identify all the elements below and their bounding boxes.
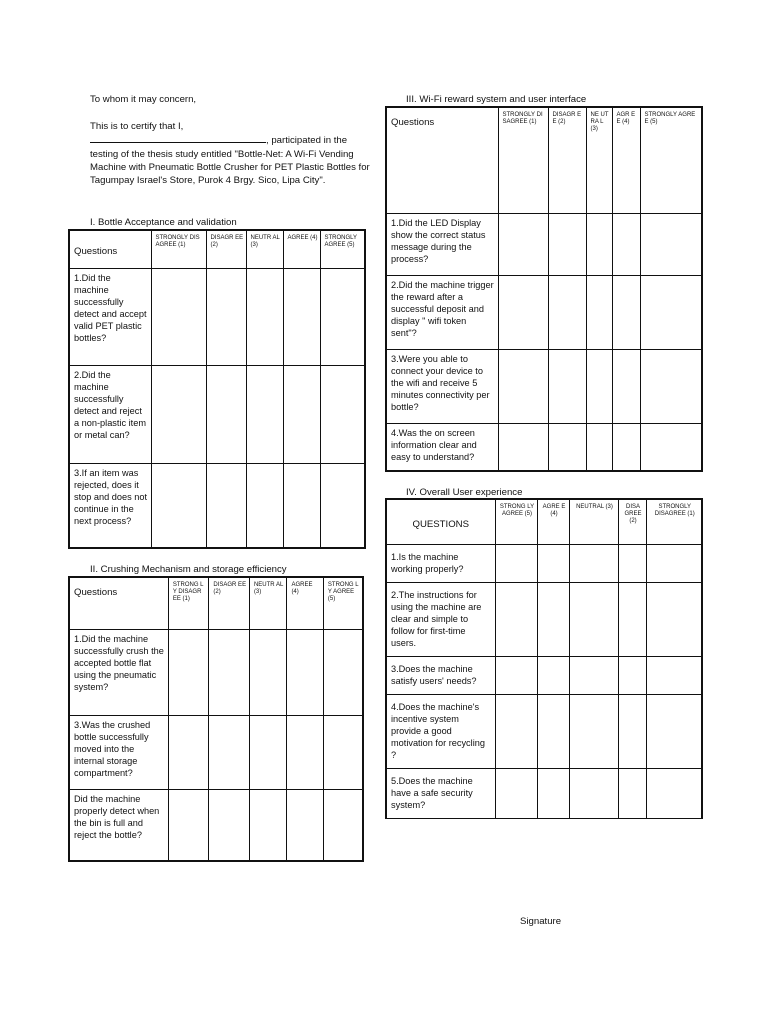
rating-cell[interactable] xyxy=(646,582,702,656)
col-header-5: STRONGLY DISAGREE (1) xyxy=(646,499,702,544)
question-text: 3.Does the machine satisfy users' needs? xyxy=(386,656,495,694)
rating-cell[interactable] xyxy=(537,544,569,582)
question-text: 5.Does the machine have a safe security system? xyxy=(386,768,495,818)
table-header-row xyxy=(69,577,363,629)
rating-cell[interactable] xyxy=(646,656,702,694)
col-header-2: DISAGR EE (2) xyxy=(206,230,246,268)
thesis-statement: testing of the thesis study entitled "Bottle-Net: A Wi-Fi Vending Machine with Pneumatic Bottle Crusher for PET Plastic Bottles for Tagumpay Israel's Store, Purok 4 Brgy. Sico, Lipa City". xyxy=(90,148,370,187)
rating-cell[interactable] xyxy=(646,544,702,582)
table-row xyxy=(386,349,702,423)
section-1-title: I. Bottle Acceptance and validation xyxy=(90,217,237,228)
section-2-title: II. Crushing Mechanism and storage efficiency xyxy=(90,564,287,575)
table-header-row xyxy=(386,499,702,544)
rating-cell[interactable] xyxy=(640,423,702,471)
certification-letter xyxy=(90,93,375,187)
col-header-5: STRONG LY AGREE (5) xyxy=(323,577,363,629)
rating-cell[interactable] xyxy=(569,768,618,818)
col-header-1: STRONGLY DISAGREE (1) xyxy=(498,107,548,213)
rating-cell[interactable] xyxy=(320,365,365,463)
question-text: 3.If an item was rejected, does it stop and does not continue in the next process? xyxy=(69,463,151,548)
table-row xyxy=(69,365,365,463)
rating-cell[interactable] xyxy=(569,694,618,768)
rating-cell[interactable] xyxy=(495,544,537,582)
section-2-table xyxy=(68,576,364,862)
rating-cell[interactable] xyxy=(209,789,250,861)
rating-cell[interactable] xyxy=(206,463,246,548)
col-header-1: STRONG LY DISAGR EE (1) xyxy=(168,577,209,629)
rating-cell[interactable] xyxy=(249,629,287,715)
col-header-5: STRONGLY AGREE (5) xyxy=(640,107,702,213)
rating-cell[interactable] xyxy=(586,349,612,423)
table-header-row xyxy=(386,107,702,213)
col-header-2: DISAGR EE (2) xyxy=(548,107,586,213)
rating-cell[interactable] xyxy=(209,629,250,715)
name-blank[interactable] xyxy=(90,133,266,143)
table-row xyxy=(386,213,702,275)
questions-header: Questions xyxy=(386,107,498,213)
rating-cell[interactable] xyxy=(168,629,209,715)
rating-cell[interactable] xyxy=(323,629,363,715)
table-row xyxy=(69,789,363,861)
col-header-3: NEUTR AL (3) xyxy=(249,577,287,629)
rating-cell[interactable] xyxy=(612,423,640,471)
rating-cell[interactable] xyxy=(283,463,320,548)
rating-cell[interactable] xyxy=(168,715,209,789)
question-text: 2.Did the machine trigger the reward after a successful deposit and display " wifi token sent"? xyxy=(386,275,498,349)
rating-cell[interactable] xyxy=(151,268,206,365)
col-header-1: STRONG LY AGREE (5) xyxy=(495,499,537,544)
rating-cell[interactable] xyxy=(537,656,569,694)
rating-cell[interactable] xyxy=(168,789,209,861)
rating-cell[interactable] xyxy=(320,463,365,548)
rating-cell[interactable] xyxy=(612,213,640,275)
col-header-2: AGRE E (4) xyxy=(537,499,569,544)
rating-cell[interactable] xyxy=(209,715,250,789)
rating-cell[interactable] xyxy=(246,365,283,463)
rating-cell[interactable] xyxy=(646,694,702,768)
rating-cell[interactable] xyxy=(151,463,206,548)
rating-cell[interactable] xyxy=(320,268,365,365)
section-4-table xyxy=(385,498,703,819)
section-4-title: IV. Overall User experience xyxy=(406,487,523,498)
rating-cell[interactable] xyxy=(640,349,702,423)
rating-cell[interactable] xyxy=(646,768,702,818)
col-header-3: NE UT RA L (3) xyxy=(586,107,612,213)
rating-cell[interactable] xyxy=(618,582,646,656)
rating-cell[interactable] xyxy=(287,629,323,715)
questions-header: QUESTIONS xyxy=(386,499,495,544)
rating-cell[interactable] xyxy=(618,694,646,768)
table-header-row xyxy=(69,230,365,268)
rating-cell[interactable] xyxy=(618,768,646,818)
col-header-5: STRONGLY AGREE (5) xyxy=(320,230,365,268)
question-text: 2.The instructions for using the machine are clear and simple to follow for first-time users. xyxy=(386,582,495,656)
rating-cell[interactable] xyxy=(548,213,586,275)
rating-cell[interactable] xyxy=(206,365,246,463)
question-text: 3.Was the crushed bottle successfully moved into the internal storage compartment? xyxy=(69,715,168,789)
rating-cell[interactable] xyxy=(249,789,287,861)
rating-cell[interactable] xyxy=(640,275,702,349)
rating-cell[interactable] xyxy=(618,544,646,582)
table-row xyxy=(69,268,365,365)
signature-label: Signature xyxy=(520,916,562,927)
table-row xyxy=(386,582,702,656)
questions-header: Questions xyxy=(69,230,151,268)
rating-cell[interactable] xyxy=(548,275,586,349)
rating-cell[interactable] xyxy=(569,582,618,656)
rating-cell[interactable] xyxy=(569,544,618,582)
rating-cell[interactable] xyxy=(586,275,612,349)
question-text: 1.Did the machine successfully crush the accepted bottle flat using the pneumatic system? xyxy=(69,629,168,715)
rating-cell[interactable] xyxy=(246,463,283,548)
rating-cell[interactable] xyxy=(283,268,320,365)
col-header-4: AGR EE (4) xyxy=(612,107,640,213)
rating-cell[interactable] xyxy=(246,268,283,365)
rating-cell[interactable] xyxy=(586,423,612,471)
rating-cell[interactable] xyxy=(287,789,323,861)
col-header-3: NEUTR AL (3) xyxy=(246,230,283,268)
rating-cell[interactable] xyxy=(640,213,702,275)
col-header-1: STRONGLY DISAGREE (1) xyxy=(151,230,206,268)
rating-cell[interactable] xyxy=(612,275,640,349)
rating-cell[interactable] xyxy=(537,694,569,768)
rating-cell[interactable] xyxy=(283,365,320,463)
table-row xyxy=(386,768,702,818)
table-row xyxy=(69,463,365,548)
participated-text: , participated in the xyxy=(266,135,348,147)
question-text: 1.Did the machine successfully detect and accept valid PET plastic bottles? xyxy=(69,268,151,365)
rating-cell[interactable] xyxy=(498,423,548,471)
table-row xyxy=(386,656,702,694)
name-line xyxy=(90,133,375,147)
rating-cell[interactable] xyxy=(548,349,586,423)
rating-cell[interactable] xyxy=(287,715,323,789)
rating-cell[interactable] xyxy=(495,768,537,818)
rating-cell[interactable] xyxy=(548,423,586,471)
col-header-4: AGREE (4) xyxy=(283,230,320,268)
table-row xyxy=(386,423,702,471)
rating-cell[interactable] xyxy=(495,694,537,768)
rating-cell[interactable] xyxy=(498,275,548,349)
table-row xyxy=(69,629,363,715)
rating-cell[interactable] xyxy=(151,365,206,463)
question-text: 1.Did the LED Display show the correct status message during the process? xyxy=(386,213,498,275)
table-row xyxy=(386,275,702,349)
section-1-table xyxy=(68,229,366,549)
col-header-4: DISA GREE (2) xyxy=(618,499,646,544)
question-text: Did the machine properly detect when the bin is full and reject the bottle? xyxy=(69,789,168,861)
table-row xyxy=(69,715,363,789)
questions-header: Questions xyxy=(69,577,168,629)
rating-cell[interactable] xyxy=(249,715,287,789)
rating-cell[interactable] xyxy=(586,213,612,275)
col-header-4: AGREE (4) xyxy=(287,577,323,629)
question-text: 2.Did the machine successfully detect and reject a non-plastic item or metal can? xyxy=(69,365,151,463)
col-header-3: NEUTRAL (3) xyxy=(569,499,618,544)
rating-cell[interactable] xyxy=(537,768,569,818)
rating-cell[interactable] xyxy=(569,656,618,694)
rating-cell[interactable] xyxy=(206,268,246,365)
question-text: 3.Were you able to connect your device to the wifi and receive 5 minutes connectivity per bottle? xyxy=(386,349,498,423)
section-3-title: III. Wi-Fi reward system and user interface xyxy=(406,94,587,105)
rating-cell[interactable] xyxy=(618,656,646,694)
rating-cell[interactable] xyxy=(323,789,363,861)
rating-cell[interactable] xyxy=(495,582,537,656)
rating-cell[interactable] xyxy=(498,213,548,275)
col-header-2: DISAGR EE (2) xyxy=(209,577,250,629)
greeting: To whom it may concern, xyxy=(90,94,197,105)
table-row xyxy=(386,694,702,768)
rating-cell[interactable] xyxy=(537,582,569,656)
question-text: 1.Is the machine working properly? xyxy=(386,544,495,582)
rating-cell[interactable] xyxy=(323,715,363,789)
rating-cell[interactable] xyxy=(498,349,548,423)
question-text: 4.Was the on screen information clear and easy to understand? xyxy=(386,423,498,471)
rating-cell[interactable] xyxy=(612,349,640,423)
table-row xyxy=(386,544,702,582)
certify-line: This is to certify that I, xyxy=(90,121,184,133)
rating-cell[interactable] xyxy=(495,656,537,694)
section-3-table xyxy=(385,106,703,472)
question-text: 4.Does the machine's incentive system provide a good motivation for recycling ? xyxy=(386,694,495,768)
